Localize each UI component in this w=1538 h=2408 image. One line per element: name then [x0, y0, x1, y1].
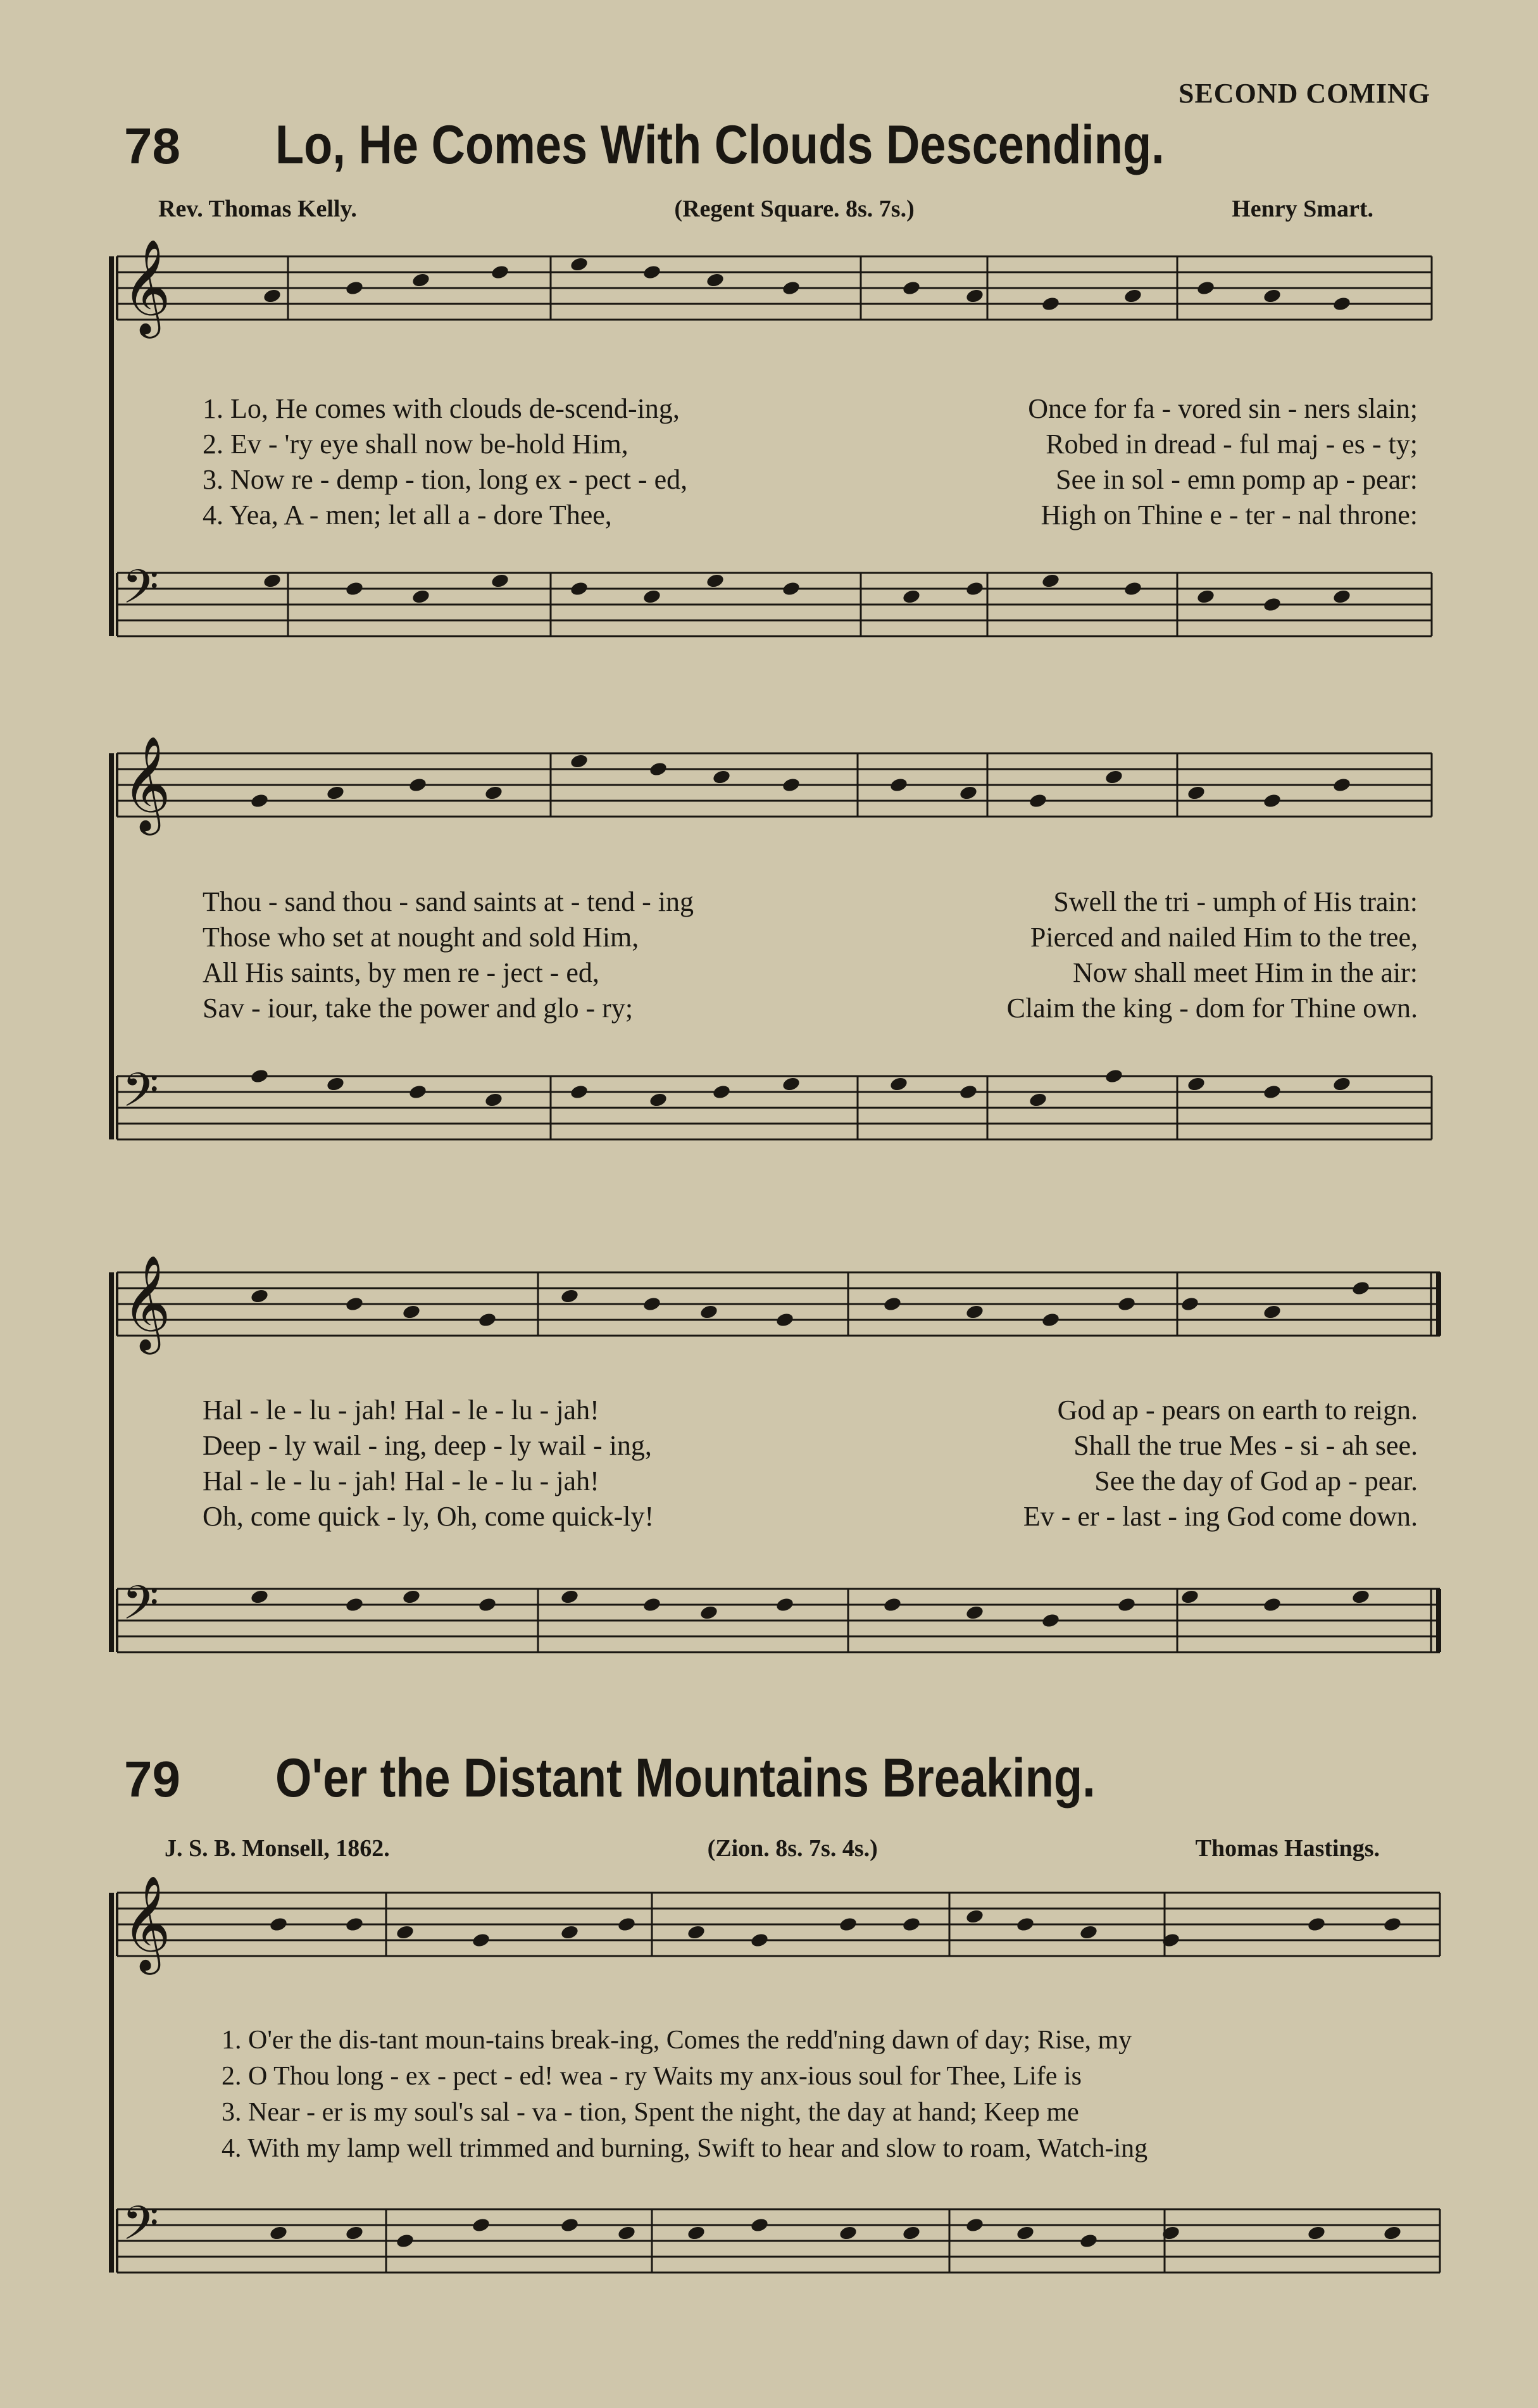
note	[250, 793, 270, 809]
note	[560, 1924, 580, 1941]
note	[699, 1304, 719, 1320]
note	[642, 1296, 662, 1312]
lyric-line: 1. Lo, He comes with clouds de-scend-ing, Once for fa - vored sin - ners slain;	[203, 393, 1418, 424]
lyric-line: Thou - sand thou - sand saints at - tend - ing Swell the tri - umph of His train:	[203, 886, 1418, 917]
note	[1079, 2233, 1099, 2249]
hymn-title: Lo, He Comes With Clouds Descending.	[275, 115, 1165, 175]
note	[1104, 1068, 1124, 1084]
note	[699, 1605, 719, 1621]
note	[1263, 596, 1282, 613]
lyric-line: 4. Yea, A - men; let all a - dore Thee, High on Thine e - ter - nal throne:	[203, 499, 1418, 530]
note	[839, 1916, 858, 1933]
hymn-78-lyrics-system-2	[203, 884, 1418, 1026]
note	[775, 1312, 795, 1328]
tune: (Zion. 8s. 7s. 4s.)	[707, 1835, 878, 1862]
note	[396, 2233, 415, 2249]
note	[959, 785, 978, 801]
hymn-78-lyrics-system-3	[203, 1393, 1418, 1534]
system-bracket	[109, 753, 114, 1139]
lyric-line: 3. Near - er is my soul's sal - va - tion, Spent the night, the day at hand; Keep me	[222, 2098, 1079, 2127]
note	[560, 2217, 580, 2233]
author: J. S. B. Monsell, 1862.	[165, 1835, 390, 1862]
note	[269, 2225, 289, 2242]
note	[570, 256, 589, 273]
system-bracket	[109, 256, 114, 636]
note	[712, 1084, 732, 1100]
note	[411, 272, 431, 289]
note	[1263, 1304, 1282, 1320]
lyric-line: All His saints, by men re - ject - ed, Now shall meet Him in the air:	[203, 957, 1418, 988]
note	[491, 573, 510, 589]
lyric-line: 2. Ev - 'ry eye shall now be-hold Him, Robed in dread - ful maj - es - ty;	[203, 429, 1418, 460]
note	[649, 761, 668, 777]
lyric-line: Hal - le - lu - jah! Hal - le - lu - jah! God ap - pears on earth to reign.	[203, 1395, 1418, 1426]
note	[345, 2225, 365, 2242]
note	[965, 2217, 985, 2233]
composer: Thomas Hastings.	[1195, 1835, 1380, 1862]
note	[472, 2217, 491, 2233]
note	[345, 1596, 365, 1613]
note	[706, 573, 725, 589]
note	[472, 1932, 491, 1948]
note	[1028, 793, 1048, 809]
note	[1180, 1589, 1200, 1605]
composer: Henry Smart.	[1232, 196, 1373, 222]
note	[1123, 580, 1143, 597]
note	[1332, 777, 1352, 793]
lyric-line: Those who set at nought and sold Him, Pierced and nailed Him to the tree,	[203, 922, 1418, 953]
note	[570, 1084, 589, 1100]
note	[1041, 573, 1061, 589]
bass-clef-icon: 𝄢	[122, 1576, 159, 1642]
note	[250, 1288, 270, 1305]
note	[965, 1304, 985, 1320]
note	[1180, 1296, 1200, 1312]
note	[408, 777, 428, 793]
note	[1041, 1612, 1061, 1629]
note	[1263, 1084, 1282, 1100]
note	[1263, 288, 1282, 304]
note	[1079, 1924, 1099, 1941]
hymn-title: O'er the Distant Mountains Breaking.	[275, 1748, 1096, 1809]
note	[902, 589, 922, 605]
note	[687, 2225, 706, 2242]
tune: (Regent Square. 8s. 7s.)	[674, 196, 915, 222]
note	[570, 753, 589, 770]
system-bracket	[109, 1893, 114, 2273]
note	[706, 272, 725, 289]
hymn-number: 79	[124, 1751, 180, 1807]
note	[326, 1076, 346, 1093]
note	[642, 1596, 662, 1613]
note	[491, 264, 510, 280]
final-barline-thick	[1436, 1272, 1441, 1336]
note	[902, 2225, 922, 2242]
note	[263, 288, 282, 304]
note	[1307, 2225, 1327, 2242]
note	[326, 785, 346, 801]
note	[1123, 288, 1143, 304]
note	[687, 1924, 706, 1941]
note	[478, 1312, 497, 1328]
note	[1383, 1916, 1403, 1933]
note	[1028, 1092, 1048, 1108]
note	[345, 580, 365, 597]
note	[1307, 1916, 1327, 1933]
note	[484, 1092, 504, 1108]
note	[750, 2217, 770, 2233]
lyric-line: Hal - le - lu - jah! Hal - le - lu - jah! See the day of God ap - pear.	[203, 1465, 1418, 1496]
note	[782, 1076, 801, 1093]
treble-clef-icon: 𝄞	[122, 1874, 171, 1971]
note	[1351, 1589, 1371, 1605]
note	[1187, 785, 1206, 801]
treble-clef-icon: 𝄞	[122, 1254, 171, 1350]
note	[484, 785, 504, 801]
note	[402, 1589, 422, 1605]
note	[642, 264, 662, 280]
hymn-79-lyrics	[222, 2022, 1430, 2167]
section-label: SECOND COMING	[1178, 78, 1430, 109]
lyric-line: 1. O'er the dis-tant moun-tains break-ing, Comes the redd'ning dawn of day; Rise, my	[222, 2026, 1132, 2055]
note	[902, 1916, 922, 1933]
note	[1041, 1312, 1061, 1328]
note	[965, 580, 985, 597]
note	[889, 1076, 909, 1093]
note	[1332, 1076, 1352, 1093]
system-bracket	[109, 1272, 114, 1652]
note	[1332, 589, 1352, 605]
note	[959, 1084, 978, 1100]
note	[1263, 793, 1282, 809]
note	[902, 280, 922, 296]
note	[889, 777, 909, 793]
note	[345, 1296, 365, 1312]
final-barline-thick	[1436, 1589, 1441, 1652]
hymn-78-lyrics-system-1	[203, 391, 1418, 533]
note	[617, 2225, 637, 2242]
bass-clef-icon: 𝄢	[122, 1063, 159, 1129]
treble-clef-icon: 𝄞	[122, 238, 171, 334]
note	[1351, 1280, 1371, 1296]
note	[1263, 1596, 1282, 1613]
note	[411, 589, 431, 605]
note	[617, 1916, 637, 1933]
note	[408, 1084, 428, 1100]
note	[782, 580, 801, 597]
note	[570, 580, 589, 597]
note	[1332, 296, 1352, 312]
hymn-79-header	[124, 1747, 1229, 1810]
lyric-line: Oh, come quick - ly, Oh, come quick-ly! Ev - er - last - ing God come down.	[203, 1501, 1418, 1532]
note	[345, 280, 365, 296]
note	[478, 1596, 497, 1613]
note	[560, 1589, 580, 1605]
treble-clef-icon: 𝄞	[122, 735, 171, 831]
note	[1016, 2225, 1035, 2242]
note	[649, 1092, 668, 1108]
note	[269, 1916, 289, 1933]
note	[1041, 296, 1061, 312]
note	[883, 1296, 903, 1312]
note	[1117, 1596, 1137, 1613]
note	[396, 1924, 415, 1941]
note	[345, 1916, 365, 1933]
lyric-line: Deep - ly wail - ing, deep - ly wail - ing, Shall the true Mes - si - ah see.	[203, 1430, 1418, 1461]
bass-clef-icon: 𝄢	[122, 2196, 159, 2262]
note	[1104, 769, 1124, 786]
note	[263, 573, 282, 589]
bass-clef-icon: 𝄢	[122, 560, 159, 626]
hymn-number: 78	[124, 118, 180, 174]
note	[1196, 589, 1216, 605]
note	[965, 1605, 985, 1621]
hymn-79-credits	[165, 1834, 1380, 1862]
note	[965, 1909, 985, 1925]
note	[1196, 280, 1216, 296]
note	[1187, 1076, 1206, 1093]
note	[712, 769, 732, 786]
note	[402, 1304, 422, 1320]
lyric-line: 2. O Thou long - ex - pect - ed! wea - ry Waits my anx-ious soul for Thee, Life is	[222, 2062, 1082, 2091]
note	[1383, 2225, 1403, 2242]
note	[782, 777, 801, 793]
note	[250, 1068, 270, 1084]
lyric-line: 4. With my lamp well trimmed and burning, Swift to hear and slow to roam, Watch-ing	[222, 2134, 1148, 2163]
note	[1117, 1296, 1137, 1312]
note	[750, 1932, 770, 1948]
note	[250, 1589, 270, 1605]
note	[560, 1288, 580, 1305]
note	[883, 1596, 903, 1613]
lyric-line: Sav - iour, take the power and glo - ry; Claim the king - dom for Thine own.	[203, 993, 1418, 1024]
note	[965, 288, 985, 304]
author: Rev. Thomas Kelly.	[158, 196, 357, 222]
lyric-line: 3. Now re - demp - tion, long ex - pect - ed, See in sol - emn pomp ap - pear:	[203, 464, 1418, 495]
note	[839, 2225, 858, 2242]
note	[1016, 1916, 1035, 1933]
note	[642, 589, 662, 605]
note	[775, 1596, 795, 1613]
note	[782, 280, 801, 296]
